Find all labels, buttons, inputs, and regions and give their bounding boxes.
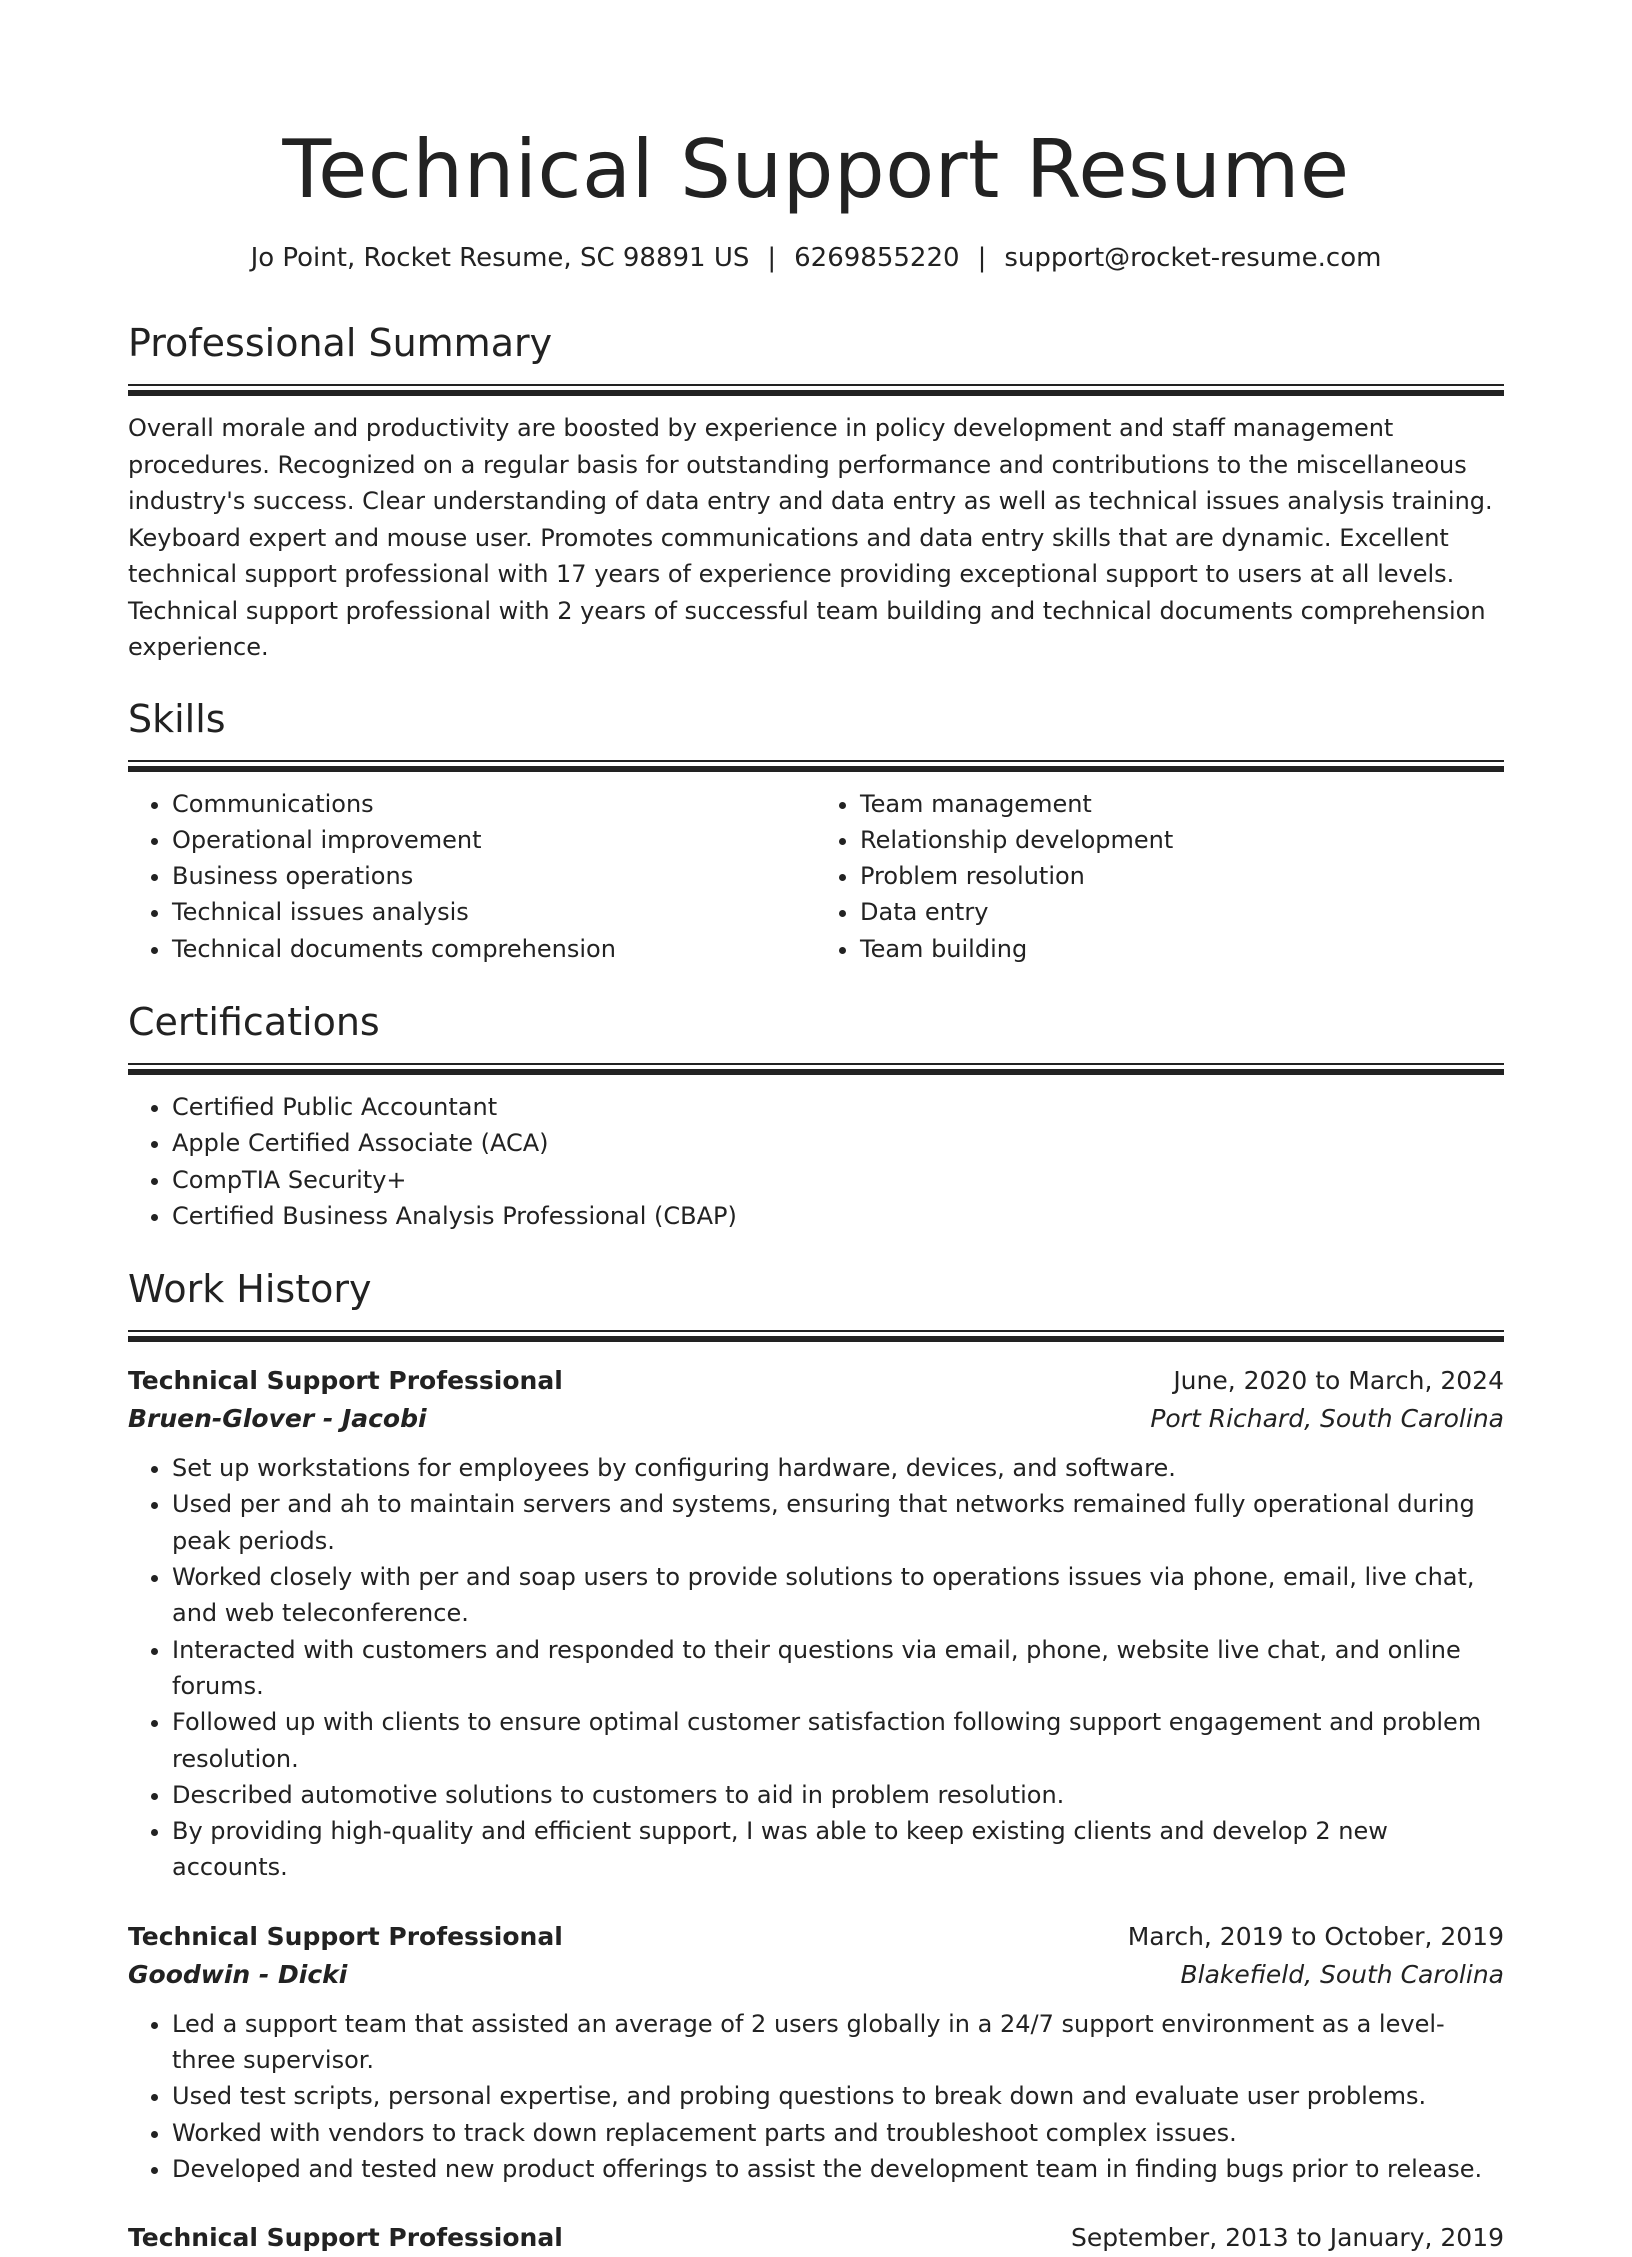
certifications-list	[128, 1089, 1504, 1234]
section-heading: Professional Summary	[128, 318, 1504, 386]
skill-item: • Problem resolution	[860, 858, 1504, 894]
certifications-section	[128, 997, 1504, 1234]
job-company: Bruen-Glover - Jacobi	[128, 1404, 427, 1434]
work-history-section	[128, 1264, 1504, 2257]
job-bullet: • Set up workstations for employees by configuring hardware, devices, and software.	[172, 1450, 1504, 1486]
skill-item: • Team building	[860, 931, 1504, 967]
section-divider	[128, 390, 1504, 396]
job-bullet: • Worked closely with per and soap users to provide solutions to operations issues via phone, email, live chat, and web teleconference.	[172, 1559, 1504, 1632]
section-heading: Certifications	[128, 997, 1504, 1065]
job-bullets	[128, 2006, 1504, 2187]
skill-item: • Data entry	[860, 894, 1504, 930]
resume-header	[0, 120, 1632, 276]
section-heading: Skills	[128, 694, 1504, 762]
skills-section	[128, 694, 1504, 967]
job-company-row	[128, 1956, 1504, 1994]
job-bullet: • By providing high-quality and efficient support, I was able to keep existing clients and develop 2 new accounts.	[172, 1813, 1504, 1886]
job-bullet: • Described automotive solutions to customers to aid in problem resolution.	[172, 1777, 1504, 1813]
job-entry	[128, 2219, 1504, 2257]
resume-content	[128, 318, 1504, 2257]
contact-separator: |	[767, 243, 777, 273]
summary-section	[128, 318, 1504, 666]
section-divider	[128, 766, 1504, 772]
contact-email: support@rocket-resume.com	[1004, 243, 1382, 273]
job-bullets	[128, 1450, 1504, 1886]
certification-item: • Certified Public Accountant	[172, 1089, 1504, 1125]
skill-item: • Technical issues analysis	[172, 894, 816, 930]
job-company-row	[128, 1400, 1504, 1438]
section-divider	[128, 1069, 1504, 1075]
job-bullet: • Used per and ah to maintain servers and systems, ensuring that networks remained fully operational during peak periods.	[172, 1486, 1504, 1559]
skill-item: • Technical documents comprehension	[172, 931, 816, 967]
job-header-row	[128, 1362, 1504, 1400]
job-bullet: • Used test scripts, personal expertise, and probing questions to break down and evaluate user problems.	[172, 2078, 1504, 2114]
job-entry	[128, 1362, 1504, 1886]
section-divider	[128, 1336, 1504, 1342]
job-entry	[128, 1918, 1504, 2187]
section-heading: Work History	[128, 1264, 1504, 1332]
job-bullet: • Followed up with clients to ensure optimal customer satisfaction following support engagement and problem resolution.	[172, 1704, 1504, 1777]
job-bullet: • Worked with vendors to track down replacement parts and troubleshoot complex issues.	[172, 2115, 1504, 2151]
skills-list-left	[128, 786, 816, 967]
contact-address: Jo Point, Rocket Resume, SC 98891 US	[250, 243, 750, 273]
skill-item: • Relationship development	[860, 822, 1504, 858]
job-title: Technical Support Professional	[128, 1921, 563, 1951]
job-location: Port Richard, South Carolina	[1150, 1404, 1504, 1434]
job-location: Blakefield, South Carolina	[1180, 1959, 1504, 1989]
skill-item: • Team management	[860, 786, 1504, 822]
job-title: Technical Support Professional	[128, 2223, 563, 2253]
job-dates: June, 2020 to March, 2024	[1173, 1366, 1504, 1396]
job-header-row	[128, 1918, 1504, 1956]
job-dates: March, 2019 to October, 2019	[1127, 1921, 1504, 1951]
job-header-row	[128, 2219, 1504, 2257]
job-bullet: • Developed and tested new product offerings to assist the development team in finding bugs prior to release.	[172, 2151, 1504, 2187]
skill-item: • Communications	[172, 786, 816, 822]
skill-item: • Business operations	[172, 858, 816, 894]
job-company: Goodwin - Dicki	[128, 1959, 348, 1989]
contact-line	[0, 240, 1632, 276]
certification-item: • Certified Business Analysis Professional (CBAP)	[172, 1198, 1504, 1234]
contact-separator: |	[977, 243, 987, 273]
page-title: Technical Support Resume	[282, 123, 1350, 216]
job-bullet: • Interacted with customers and responded to their questions via email, phone, website live chat, and online forums.	[172, 1632, 1504, 1705]
job-dates: September, 2013 to January, 2019	[1071, 2223, 1504, 2253]
certification-item: • Apple Certified Associate (ACA)	[172, 1125, 1504, 1161]
certification-item: • CompTIA Security+	[172, 1162, 1504, 1198]
job-bullet: • Led a support team that assisted an average of 2 users globally in a 24/7 support environment as a level-three supervisor.	[172, 2006, 1504, 2079]
skills-list-right	[816, 786, 1504, 967]
job-title: Technical Support Professional	[128, 1366, 563, 1396]
skills-columns	[128, 786, 1504, 967]
summary-text: Overall morale and productivity are boosted by experience in policy development and staff management procedures. Recognized on a regular basis for outstanding performance and contributions to the miscellaneous industry's success. Clear understanding of data entry and data entry as well as technical issues analysis training. Keyboard expert and mouse user. Promotes communications and data entry skills that are dynamic. Excellent technical support professional with 17 years of experience providing exceptional support to users at all levels. Technical support professional with 2 years of successful team building and technical documents comprehension experience.	[128, 414, 1493, 661]
skill-item: • Operational improvement	[172, 822, 816, 858]
contact-phone: 6269855220	[794, 243, 960, 273]
